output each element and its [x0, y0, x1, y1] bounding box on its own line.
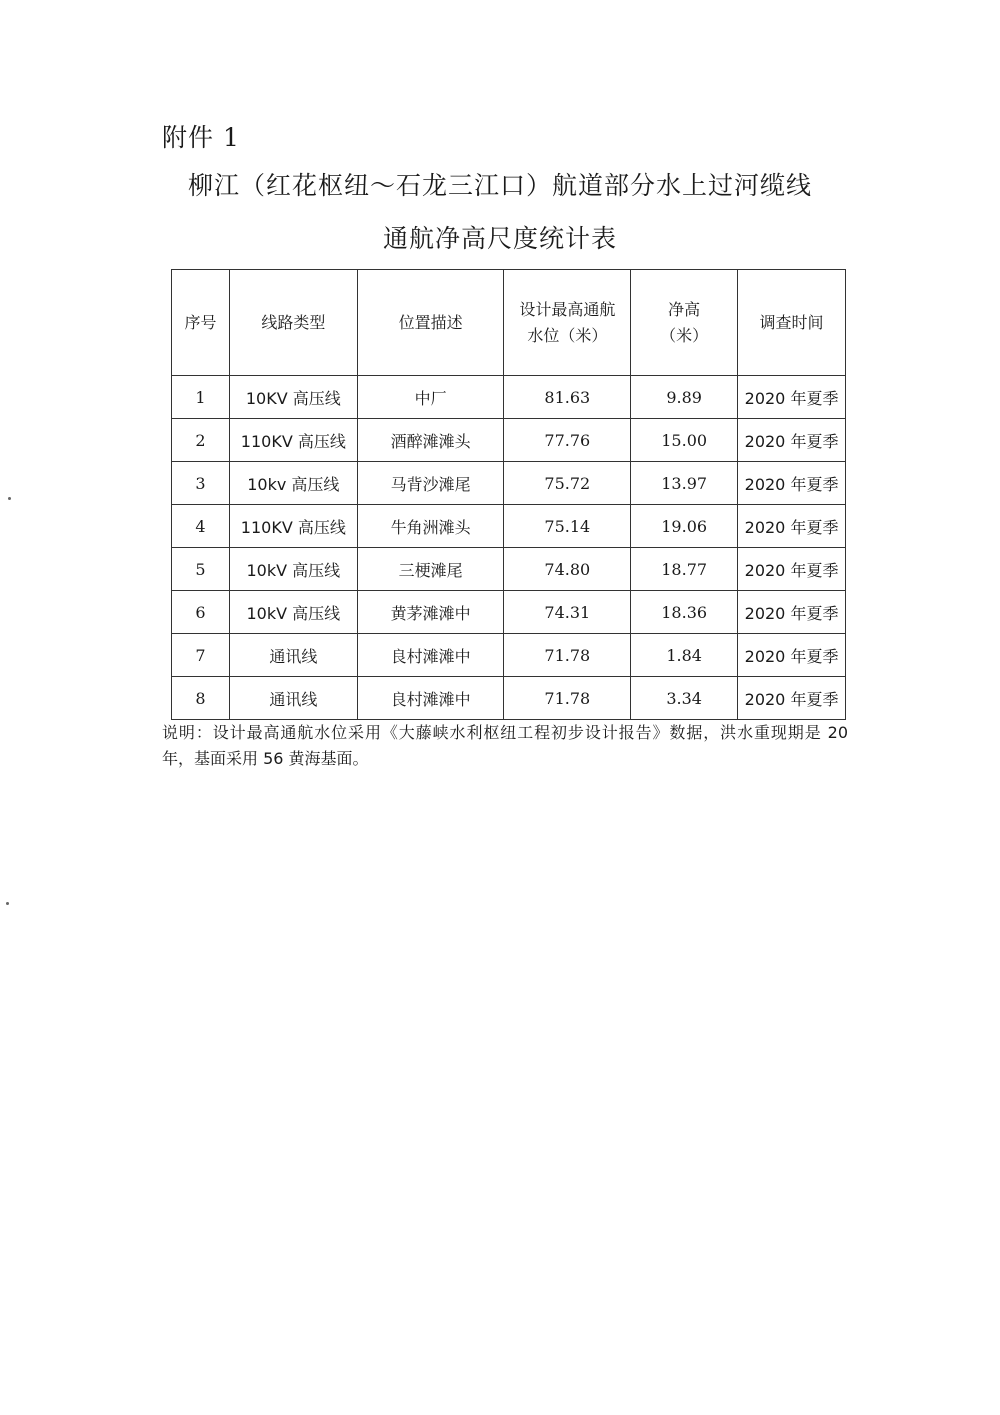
cell-water-level: 71.78 — [504, 677, 631, 720]
table-row — [172, 419, 846, 462]
attachment-label: 附件 1 — [162, 123, 240, 152]
document-title-line-1: 柳江（红花枢纽～石龙三江口）航道部分水上过河缆线 — [187, 171, 812, 200]
cell-survey-time: 2020 年夏季 — [738, 462, 846, 505]
cell-index: 4 — [172, 505, 230, 548]
header-clearance — [631, 270, 738, 376]
table-row — [172, 634, 846, 677]
cell-water-level: 74.31 — [504, 591, 631, 634]
table-row — [172, 548, 846, 591]
cell-line-type: 10kV 高压线 — [229, 548, 357, 591]
cell-index: 3 — [172, 462, 230, 505]
header-clearance-line-1: 净高 — [668, 299, 701, 319]
cell-survey-time: 2020 年夏季 — [738, 677, 846, 720]
cell-water-level: 71.78 — [504, 634, 631, 677]
cell-location: 酒醉滩滩头 — [357, 419, 504, 462]
header-water-level — [504, 270, 631, 376]
header-survey-time: 调查时间 — [738, 270, 846, 376]
cell-index: 8 — [172, 677, 230, 720]
scan-speck — [8, 497, 11, 500]
cell-line-type: 110KV 高压线 — [229, 505, 357, 548]
table-header — [172, 270, 846, 376]
cell-index: 5 — [172, 548, 230, 591]
cell-line-type: 10KV 高压线 — [229, 376, 357, 419]
cell-line-type: 10kV 高压线 — [229, 591, 357, 634]
cell-clearance: 1.84 — [631, 634, 738, 677]
cell-location: 黄茅滩滩中 — [357, 591, 504, 634]
cell-clearance: 9.89 — [631, 376, 738, 419]
cell-water-level: 81.63 — [504, 376, 631, 419]
cell-line-type: 10kv 高压线 — [229, 462, 357, 505]
cell-survey-time: 2020 年夏季 — [738, 376, 846, 419]
table-row — [172, 677, 846, 720]
cell-survey-time: 2020 年夏季 — [738, 419, 846, 462]
cell-clearance: 15.00 — [631, 419, 738, 462]
header-location: 位置描述 — [357, 270, 504, 376]
table-note: 说明：设计最高通航水位采用《大藤峡水利枢纽工程初步设计报告》数据，洪水重现期是 20 年，基面采用 56 黄海基面。 — [162, 723, 848, 768]
cell-water-level: 74.80 — [504, 548, 631, 591]
table-row — [172, 376, 846, 419]
cell-location: 马背沙滩尾 — [357, 462, 504, 505]
table-row — [172, 505, 846, 548]
cell-survey-time: 2020 年夏季 — [738, 548, 846, 591]
cell-location: 良村滩滩中 — [357, 677, 504, 720]
cell-index: 1 — [172, 376, 230, 419]
header-line-type: 线路类型 — [229, 270, 357, 376]
header-water-level-line-1: 设计最高通航 — [519, 299, 616, 319]
table-body — [172, 376, 846, 720]
cell-line-type: 110KV 高压线 — [229, 419, 357, 462]
header-clearance-line-2: （米） — [660, 325, 709, 345]
cell-clearance: 18.36 — [631, 591, 738, 634]
cell-location: 牛角洲滩头 — [357, 505, 504, 548]
cell-clearance: 18.77 — [631, 548, 738, 591]
cell-line-type: 通讯线 — [229, 677, 357, 720]
cell-clearance: 13.97 — [631, 462, 738, 505]
cell-clearance: 3.34 — [631, 677, 738, 720]
document-title-line-2: 通航净高尺度统计表 — [382, 224, 617, 253]
cell-clearance: 19.06 — [631, 505, 738, 548]
cell-index: 7 — [172, 634, 230, 677]
cell-survey-time: 2020 年夏季 — [738, 505, 846, 548]
table-header-row — [172, 270, 846, 376]
cell-water-level: 77.76 — [504, 419, 631, 462]
cell-survey-time: 2020 年夏季 — [738, 591, 846, 634]
scan-speck — [6, 902, 9, 905]
cell-survey-time: 2020 年夏季 — [738, 634, 846, 677]
cell-index: 6 — [172, 591, 230, 634]
cell-index: 2 — [172, 419, 230, 462]
header-index: 序号 — [172, 270, 230, 376]
cell-location: 三梗滩尾 — [357, 548, 504, 591]
cell-location: 良村滩滩中 — [357, 634, 504, 677]
header-water-level-line-2: 水位（米） — [527, 325, 608, 345]
table-row — [172, 591, 846, 634]
clearance-statistics-table — [171, 269, 846, 720]
cell-line-type: 通讯线 — [229, 634, 357, 677]
cell-water-level: 75.72 — [504, 462, 631, 505]
cell-location: 中厂 — [357, 376, 504, 419]
cell-water-level: 75.14 — [504, 505, 631, 548]
table-row — [172, 462, 846, 505]
